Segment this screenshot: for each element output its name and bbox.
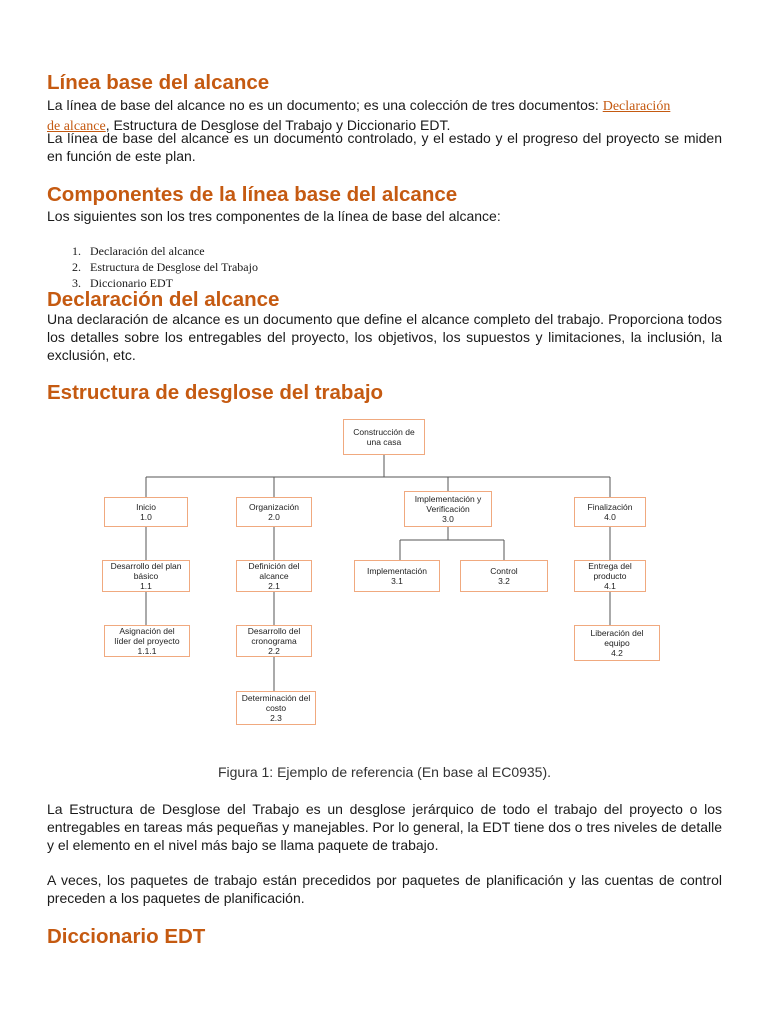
wbs-node-label: Finalización 4.0 — [587, 502, 633, 522]
heading-estructura: Estructura de desglose del trabajo — [47, 381, 384, 404]
heading-diccionario: Diccionario EDT — [47, 925, 206, 948]
paragraph-linea-base-2: La línea de base del alcance es un documento controlado, y el estado y el progreso del proyecto se miden en función de este plan. — [47, 130, 722, 164]
wbs-node-label: Implementación y Verificación 3.0 — [414, 494, 482, 524]
wbs-node-2-0 — [236, 497, 312, 527]
wbs-node-label: Implementación 3.1 — [366, 566, 427, 586]
wbs-node-3-2 — [460, 560, 548, 592]
wbs-node-label: Inicio 1.0 — [136, 502, 156, 522]
wbs-node-3-0 — [404, 491, 492, 527]
heading-declaracion: Declaración del alcance — [47, 288, 280, 311]
link-text: de alcance — [47, 119, 106, 134]
text-segment: La línea de base del alcance no es un documento; es una colección de tres documentos: — [47, 97, 603, 113]
wbs-node-4-0 — [574, 497, 646, 527]
wbs-node-label: Desarrollo del plan básico 1.1 — [110, 561, 182, 591]
list-item: 2. Estructura de Desglose del Trabajo — [84, 259, 768, 275]
wbs-node-4-1 — [574, 560, 646, 592]
wbs-node-2-3 — [236, 691, 316, 725]
paragraph-estructura-2: A veces, los paquetes de trabajo están precedidos por paquetes de planificación y las cuentas de control preceden a los paquetes de planificación. — [47, 872, 722, 906]
wbs-node-label: Entrega del producto 4.1 — [588, 561, 632, 591]
wbs-node-3-1 — [354, 560, 440, 592]
wbs-node-2-1 — [236, 560, 312, 592]
wbs-node-root — [343, 419, 425, 455]
wbs-node-label: Construcción de una casa — [353, 427, 415, 447]
link-text: Declaración — [602, 99, 671, 114]
figure-caption: Figura 1: Ejemplo de referencia (En base al EC0935). — [217, 764, 552, 780]
wbs-diagram — [100, 419, 666, 727]
list-item: 1. Declaración del alcance — [84, 243, 768, 259]
wbs-node-2-2 — [236, 625, 312, 657]
heading-linea-base: Línea base del alcance — [47, 71, 270, 94]
wbs-node-label: Control 3.2 — [490, 566, 518, 586]
wbs-node-label: Liberación del equipo 4.2 — [590, 628, 644, 658]
paragraph-estructura-1: La Estructura de Desglose del Trabajo es un desglose jerárquico de todo el trabajo del proyecto o los entregables en tareas más pequeñas y manejables. Por lo general, la EDT tiene dos o tres niveles de detalle y el elemento en el nivel más bajo se llama paquete de trabajo. — [47, 801, 722, 853]
wbs-node-label: Organización 2.0 — [248, 502, 300, 522]
wbs-node-label: Asignación del líder del proyecto 1.1.1 — [114, 626, 180, 656]
paragraph-componentes-intro: Los siguientes son los tres componentes de la línea de base del alcance: — [47, 208, 501, 224]
wbs-node-4-2 — [574, 625, 660, 661]
components-list — [0, 243, 768, 291]
paragraph-declaracion: Una declaración de alcance es un documento que define el alcance completo del trabajo. Proporciona todos los detalles sobre los entregables del proyecto, los objetivos, los supuestos y limitaciones, la inclusión, la exclusión, etc. — [47, 311, 722, 363]
text-segment: , Estructura de Desglose del Trabajo y Diccionario EDT. — [105, 117, 451, 133]
wbs-node-1-0 — [104, 497, 188, 527]
wbs-node-label: Desarrollo del cronograma 2.2 — [247, 626, 301, 656]
wbs-node-1-1-1 — [104, 625, 190, 657]
list-item: 3. Diccionario EDT — [84, 275, 768, 291]
wbs-node-label: Definición del alcance 2.1 — [248, 561, 300, 591]
wbs-node-label: Determinación del costo 2.3 — [241, 693, 311, 723]
wbs-node-1-1 — [102, 560, 190, 592]
heading-componentes: Componentes de la línea base del alcance — [47, 183, 458, 206]
